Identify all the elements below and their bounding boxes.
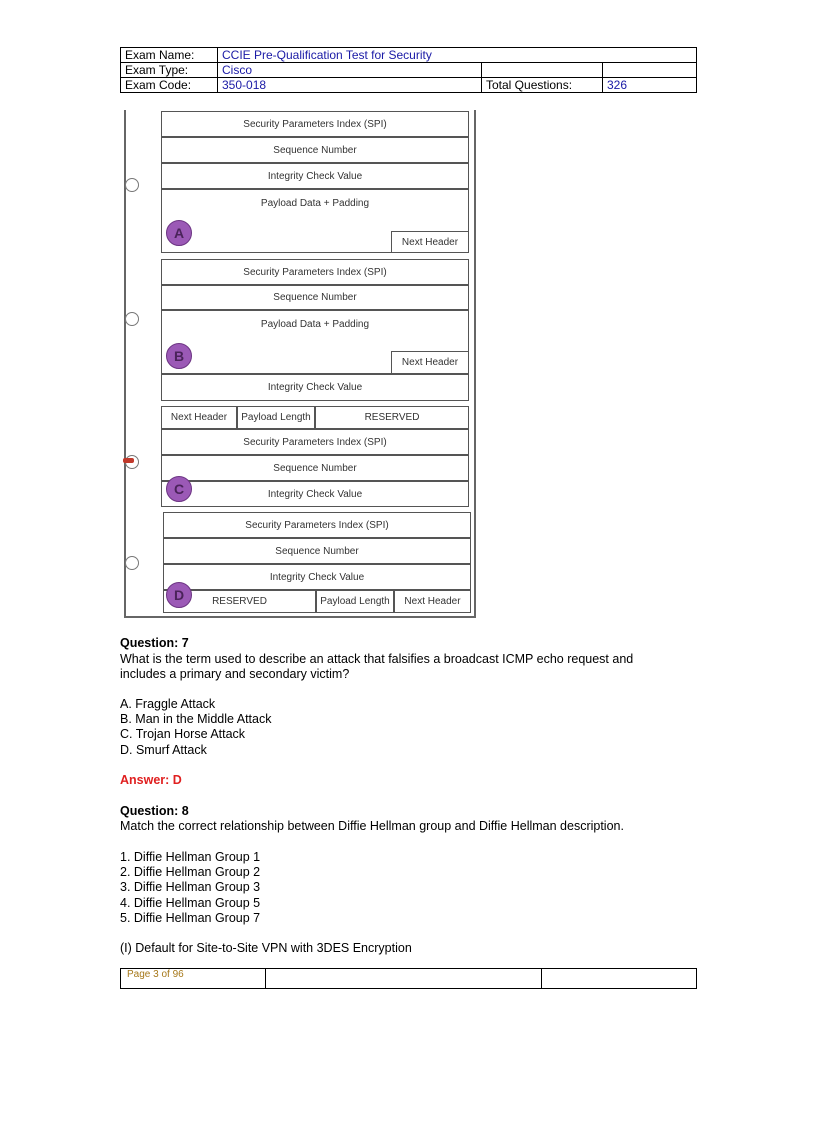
page-number: Page 3 of 96 (121, 969, 266, 989)
question-8-label: Question: 8 (120, 804, 189, 818)
exam-code-value: 350-018 (218, 78, 482, 93)
option-b-payload-field: Payload Data + Padding (161, 310, 469, 374)
option-c-reserved-field: RESERVED (315, 406, 469, 429)
esp-packet-figure (120, 110, 476, 618)
option-c-sequence-field: Sequence Number (161, 455, 469, 481)
question-7-label: Question: 7 (120, 636, 189, 650)
option-a-spi-field: Security Parameters Index (SPI) (161, 111, 469, 137)
option-c-icv-field: Integrity Check Value (161, 481, 469, 507)
total-questions-value: 326 (603, 78, 697, 93)
question-7-option-c: C. Trojan Horse Attack (120, 727, 246, 741)
question-8-description-1: (I) Default for Site-to-Site VPN with 3DES Encryption (120, 941, 412, 955)
question-7-answer: Answer: D (120, 773, 182, 787)
option-a-payload-field: Payload Data + Padding (161, 189, 469, 253)
question-7-text-line-1: What is the term used to describe an attack that falsifies a broadcast ICMP echo request and (120, 652, 634, 666)
option-b-next-header-field: Next Header (391, 351, 469, 374)
exam-type-label: Exam Type: (121, 63, 218, 78)
option-c-payload-length-field: Payload Length (237, 406, 315, 429)
option-d-sequence-field: Sequence Number (163, 538, 471, 564)
option-b-spi-field: Security Parameters Index (SPI) (161, 259, 469, 285)
option-b-icv-field: Integrity Check Value (161, 374, 469, 401)
option-d-spi-field: Security Parameters Index (SPI) (163, 512, 471, 538)
option-d-payload-length-field: Payload Length (316, 590, 394, 613)
question-8-item-1: 1. Diffie Hellman Group 1 (120, 850, 261, 864)
exam-name-value: CCIE Pre-Qualification Test for Security (218, 48, 697, 63)
question-7-option-a: A. Fraggle Attack (120, 697, 216, 711)
option-c-next-header-field: Next Header (161, 406, 237, 429)
option-a-sequence-field: Sequence Number (161, 137, 469, 163)
option-b-sequence-field: Sequence Number (161, 285, 469, 310)
option-d-next-header-field: Next Header (394, 590, 471, 613)
option-a-radio[interactable] (125, 178, 139, 192)
total-questions-label: Total Questions: (482, 78, 603, 93)
option-d-badge: D (166, 582, 192, 608)
exam-header-table (120, 47, 697, 93)
question-7-option-d: D. Smurf Attack (120, 743, 207, 757)
option-c-spi-field: Security Parameters Index (SPI) (161, 429, 469, 455)
question-7-text-line-2: includes a primary and secondary victim? (120, 667, 350, 681)
option-b-badge: B (166, 343, 192, 369)
option-d-radio[interactable] (125, 556, 139, 570)
exam-name-label: Exam Name: (121, 48, 218, 63)
question-8-item-5: 5. Diffie Hellman Group 7 (120, 911, 261, 925)
option-d-icv-field: Integrity Check Value (163, 564, 471, 590)
question-7-option-b: B. Man in the Middle Attack (120, 712, 272, 726)
option-c-badge: C (166, 476, 192, 502)
question-8-item-4: 4. Diffie Hellman Group 5 (120, 896, 261, 910)
option-a-next-header-field: Next Header (391, 231, 469, 253)
exam-code-label: Exam Code: (121, 78, 218, 93)
question-8-text: Match the correct relationship between Diffie Hellman group and Diffie Hellman description. (120, 819, 624, 833)
page-footer-table (120, 968, 697, 989)
question-8-item-2: 2. Diffie Hellman Group 2 (120, 865, 261, 879)
option-a-icv-field: Integrity Check Value (161, 163, 469, 189)
option-c-radio-selected[interactable] (125, 455, 139, 469)
option-d-reserved-field: RESERVED (163, 590, 316, 613)
option-a-badge: A (166, 220, 192, 246)
question-8-item-3: 3. Diffie Hellman Group 3 (120, 880, 261, 894)
option-b-radio[interactable] (125, 312, 139, 326)
exam-type-value: Cisco (218, 63, 482, 78)
